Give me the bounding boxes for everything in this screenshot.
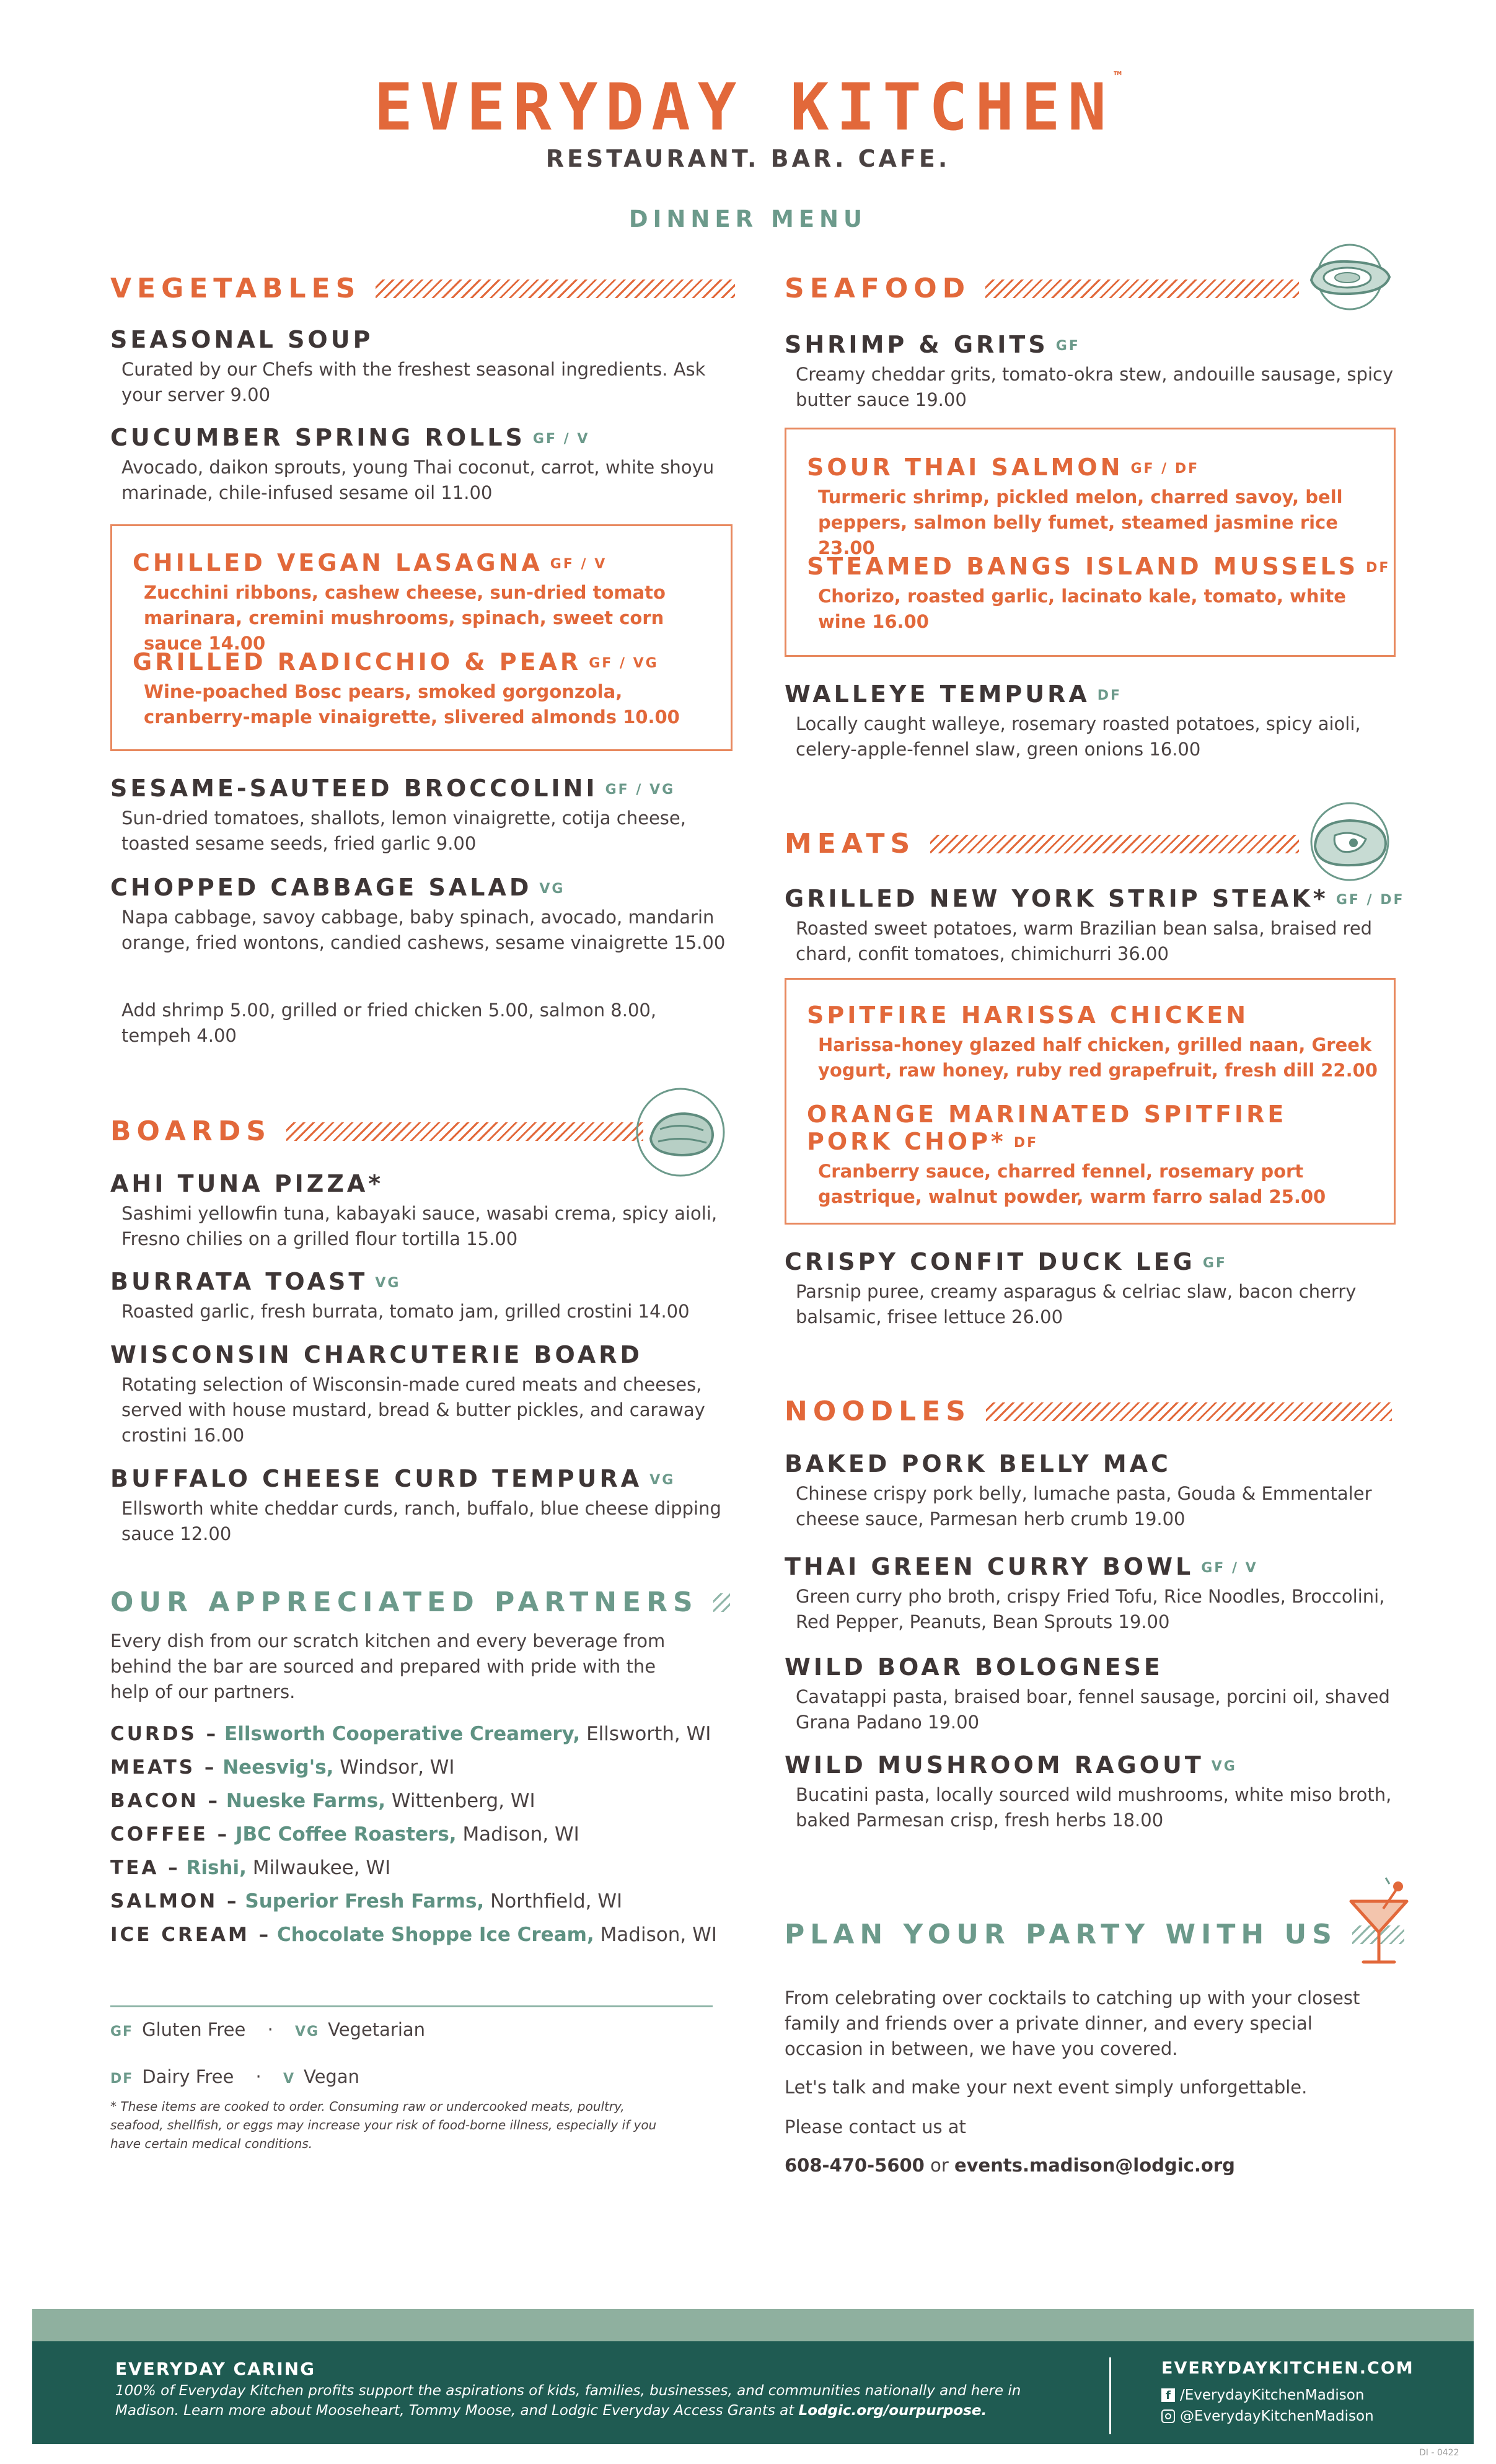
hatch-divider bbox=[986, 1402, 1392, 1421]
legend-row bbox=[110, 2019, 425, 2040]
item-description: Curated by our Chefs with the freshest seasonal ingredients. Ask your server 9.00 bbox=[121, 359, 706, 405]
menu-item bbox=[807, 1001, 1389, 1083]
item-name-row bbox=[807, 454, 1389, 481]
item-name: THAI GREEN CURRY BOWL bbox=[785, 1553, 1194, 1580]
footer-title: EVERYDAY CARING bbox=[115, 2359, 316, 2379]
partner-location: Madison, WI bbox=[600, 1924, 717, 1946]
party-or: or bbox=[930, 2155, 949, 2176]
diet-tag: DF bbox=[1013, 1135, 1039, 1151]
partner-location: Milwaukee, WI bbox=[252, 1857, 391, 1879]
item-name-row bbox=[785, 680, 1404, 708]
vegetables-heading bbox=[110, 273, 735, 304]
menu-item bbox=[807, 454, 1389, 561]
party-heading bbox=[785, 1919, 1355, 1950]
party-email[interactable]: events.madison@lodgic.org bbox=[954, 2155, 1235, 2176]
vegetables-title: VEGETABLES bbox=[110, 273, 361, 304]
partner-row bbox=[110, 1790, 535, 1812]
menu-item bbox=[785, 331, 1404, 413]
item-description: Creamy cheddar grits, tomato-okra stew, andouille sausage, spicy butter sauce 19.00 bbox=[796, 364, 1394, 410]
partner-location: Ellsworth, WI bbox=[586, 1723, 711, 1745]
partner-name: Rishi, bbox=[186, 1857, 247, 1879]
menu-item bbox=[133, 549, 728, 656]
item-name: ORANGE MARINATED SPITFIRE bbox=[807, 1101, 1287, 1128]
partner-name: Chocolate Shoppe Ice Cream, bbox=[277, 1924, 594, 1946]
diet-tag: GF bbox=[1055, 338, 1080, 354]
item-name: GRILLED NEW YORK STRIP STEAK* bbox=[785, 885, 1329, 912]
item-name: SPITFIRE HARISSA CHICKEN bbox=[807, 1001, 1249, 1029]
item-name-row bbox=[785, 1553, 1404, 1580]
item-description: Roasted sweet potatoes, warm Brazilian bean salsa, braised red chard, confit tomatoes, chimichurri 36.00 bbox=[796, 918, 1373, 964]
item-name: AHI TUNA PIZZA* bbox=[110, 1170, 384, 1197]
item-name-row bbox=[785, 331, 1404, 358]
item-description: Parsnip puree, creamy asparagus & celriac slaw, bacon cherry balsamic, frisee lettuce 26.00 bbox=[796, 1281, 1357, 1327]
partner-category: COFFEE – bbox=[110, 1823, 230, 1846]
oyster-icon bbox=[1298, 243, 1402, 311]
footer-link[interactable]: Lodgic.org/ourpurpose. bbox=[798, 2403, 987, 2419]
facebook-handle: /EverydayKitchenMadison bbox=[1180, 2387, 1365, 2403]
partner-name: Neesvig's, bbox=[222, 1756, 334, 1779]
partner-category: TEA – bbox=[110, 1857, 180, 1879]
partner-row bbox=[110, 1823, 579, 1846]
partners-heading bbox=[110, 1586, 730, 1618]
item-description: Chorizo, roasted garlic, lacinato kale, tomato, white wine 16.00 bbox=[818, 586, 1346, 632]
menu-item bbox=[110, 1268, 736, 1324]
partner-row bbox=[110, 1723, 711, 1745]
item-name: SESAME-SAUTEED BROCCOLINI bbox=[110, 775, 598, 802]
legend-code: DF bbox=[110, 2071, 134, 2087]
party-paragraph: Let's talk and make your next event simply unforgettable. bbox=[785, 2077, 1308, 2098]
legend-separator: · bbox=[255, 2066, 262, 2087]
legend-row bbox=[110, 2066, 359, 2087]
item-name-row bbox=[785, 1751, 1404, 1779]
diet-tag: VG bbox=[1211, 1759, 1237, 1774]
menu-item bbox=[807, 1101, 1389, 1210]
item-name-row bbox=[133, 648, 728, 675]
brand-logo-text: EVERYDAY KITCHEN bbox=[374, 69, 1114, 145]
item-description: Chinese crispy pork belly, lumache pasta, Gouda & Emmentaler cheese sauce, Parmesan herb crumb 19.00 bbox=[796, 1483, 1372, 1529]
item-description: Cranberry sauce, charred fennel, rosemary port gastrique, walnut powder, warm farro salad 25.00 bbox=[818, 1161, 1326, 1207]
party-contact bbox=[785, 2153, 1235, 2178]
party-title: PLAN YOUR PARTY WITH US bbox=[785, 1919, 1337, 1950]
diet-tag: VG bbox=[649, 1472, 675, 1488]
item-name: STEAMED BANGS ISLAND MUSSELS bbox=[807, 553, 1359, 580]
item-name-row bbox=[133, 549, 728, 576]
partner-name: Ellsworth Cooperative Creamery, bbox=[224, 1723, 581, 1745]
menu-item bbox=[110, 1465, 736, 1547]
item-description: Turmeric shrimp, pickled melon, charred savoy, bell peppers, salmon belly fumet, steamed jasmine rice 23.00 bbox=[818, 486, 1343, 558]
item-name: CHILLED VEGAN LASAGNA bbox=[133, 549, 543, 576]
item-name: CHOPPED CABBAGE SALAD bbox=[110, 874, 532, 901]
item-name-row bbox=[110, 775, 736, 802]
item-name-line2: PORK CHOP* bbox=[807, 1128, 1006, 1155]
item-name-row bbox=[110, 1268, 736, 1295]
hatch-divider bbox=[930, 835, 1299, 853]
diet-tag: DF bbox=[1097, 688, 1122, 703]
menu-item bbox=[110, 424, 736, 506]
diet-tag: GF / DF bbox=[1335, 892, 1405, 908]
item-name-row bbox=[807, 1128, 1389, 1155]
hatch-divider bbox=[376, 279, 735, 298]
boards-title: BOARDS bbox=[110, 1115, 271, 1147]
item-name-row bbox=[110, 874, 736, 901]
partner-category: BACON – bbox=[110, 1790, 220, 1812]
menu-item bbox=[785, 1751, 1404, 1833]
diet-tag: GF / DF bbox=[1130, 461, 1200, 477]
legend-divider bbox=[110, 2005, 713, 2007]
item-description: Cavatappi pasta, braised boar, fennel sausage, porcini oil, shaved Grana Padano 19.00 bbox=[796, 1686, 1390, 1733]
item-name: WISCONSIN CHARCUTERIE BOARD bbox=[110, 1341, 643, 1368]
diet-tag: GF / VG bbox=[605, 782, 675, 798]
party-paragraph: Please contact us at bbox=[785, 2116, 966, 2137]
item-name: SEASONAL SOUP bbox=[110, 326, 374, 353]
item-name: CRISPY CONFIT DUCK LEG bbox=[785, 1248, 1195, 1275]
legend-label: Gluten Free bbox=[142, 2019, 246, 2040]
item-description: Green curry pho broth, crispy Fried Tofu, Rice Noodles, Broccolini, Red Pepper, Peanuts, Bean Sprouts 19.00 bbox=[796, 1586, 1385, 1632]
legend-code: V bbox=[283, 2071, 295, 2087]
seafood-title: SEAFOOD bbox=[785, 273, 971, 304]
diet-tag: VG bbox=[539, 881, 565, 897]
partner-category: MEATS – bbox=[110, 1756, 217, 1779]
partner-name: Superior Fresh Farms, bbox=[245, 1890, 485, 1912]
facebook-icon: f bbox=[1161, 2388, 1175, 2402]
menu-item bbox=[807, 553, 1389, 635]
item-description: Sun-dried tomatoes, shallots, lemon vinaigrette, cotija cheese, toasted sesame seeds, fried garlic 9.00 bbox=[121, 807, 686, 854]
footer-band bbox=[32, 2309, 1474, 2341]
item-description: Zucchini ribbons, cashew cheese, sun-dried tomato marinara, cremini mushrooms, spinach, sweet corn sauce 14.00 bbox=[144, 582, 666, 654]
bread-board-icon bbox=[626, 1086, 735, 1179]
item-description: Ellsworth white cheddar curds, ranch, buffalo, blue cheese dipping sauce 12.00 bbox=[121, 1498, 721, 1544]
diet-tag: DF bbox=[1366, 560, 1391, 576]
partner-row bbox=[110, 1857, 390, 1879]
menu-item bbox=[785, 680, 1404, 762]
partner-row bbox=[110, 1756, 455, 1779]
boards-heading bbox=[110, 1115, 643, 1147]
item-description: Locally caught walleye, rosemary roasted potatoes, spicy aioli, celery-apple-fennel slaw, green onions 16.00 bbox=[796, 713, 1361, 760]
meats-title: MEATS bbox=[785, 828, 916, 860]
item-name: GRILLED RADICCHIO & PEAR bbox=[133, 648, 582, 675]
item-description: Rotating selection of Wisconsin-made cured meats and cheeses, served with house mustard, bread & butter pickles, and caraway crostini 16.00 bbox=[121, 1374, 705, 1446]
item-name: WALLEYE TEMPURA bbox=[785, 680, 1090, 708]
item-name: SOUR THAI SALMON bbox=[807, 454, 1124, 481]
instagram-icon bbox=[1161, 2409, 1175, 2423]
item-name-row bbox=[785, 885, 1404, 912]
item-name: BURRATA TOAST bbox=[110, 1268, 368, 1295]
trademark: ™ bbox=[1114, 69, 1122, 85]
legend-separator: · bbox=[267, 2019, 273, 2040]
menu-item bbox=[110, 874, 736, 956]
partners-intro: Every dish from our scratch kitchen and every beverage from behind the bar are sourced and prepared with pride with the help of our partners. bbox=[110, 1630, 666, 1702]
footer bbox=[32, 2341, 1474, 2444]
partner-category: SALMON – bbox=[110, 1890, 239, 1912]
partner-location: Northfield, WI bbox=[490, 1890, 623, 1912]
partner-category: CURDS – bbox=[110, 1723, 219, 1745]
diet-tag: GF / V bbox=[1201, 1560, 1258, 1576]
menu-item bbox=[110, 326, 736, 408]
tagline: RESTAURANT. BAR. CAFE. bbox=[545, 145, 951, 172]
diet-tag: GF / V bbox=[550, 557, 607, 572]
item-description: Sashimi yellowfin tuna, kabayaki sauce, wasabi crema, spicy aioli, Fresno chilies on a grilled flour tortilla 15.00 bbox=[121, 1203, 718, 1249]
seafood-heading bbox=[785, 273, 1299, 304]
legend-label: Vegan bbox=[304, 2066, 359, 2087]
diet-tag: VG bbox=[375, 1275, 401, 1291]
instagram-handle: @EverydayKitchenMadison bbox=[1180, 2408, 1374, 2424]
partner-name: JBC Coffee Roasters, bbox=[235, 1823, 457, 1846]
menu-item bbox=[785, 1553, 1404, 1635]
menu-title: DINNER MENU bbox=[628, 206, 868, 232]
footer-instagram[interactable] bbox=[1161, 2408, 1374, 2424]
menu-item bbox=[110, 1341, 736, 1448]
item-description: Napa cabbage, savoy cabbage, baby spinach, avocado, mandarin orange, fried wontons, candied cashews, sesame vinaigrette 15.00 bbox=[121, 907, 726, 953]
diet-tag: GF / VG bbox=[589, 656, 659, 671]
partner-row bbox=[110, 1924, 717, 1946]
diet-tag: GF bbox=[1202, 1256, 1227, 1271]
item-name-row bbox=[807, 553, 1389, 580]
item-name: SHRIMP & GRITS bbox=[785, 331, 1049, 358]
footer-website[interactable]: EVERYDAYKITCHEN.COM bbox=[1161, 2359, 1414, 2378]
partner-name: Nueske Farms, bbox=[226, 1790, 386, 1812]
menu-item bbox=[785, 885, 1404, 967]
menu-item bbox=[785, 1653, 1404, 1735]
item-name-row bbox=[110, 1465, 736, 1492]
item-name: BAKED PORK BELLY MAC bbox=[785, 1450, 1171, 1477]
partner-location: Wittenberg, WI bbox=[391, 1790, 535, 1812]
item-description: Bucatini pasta, locally sourced wild mushrooms, white miso broth, baked Parmesan crisp, fresh herbs 18.00 bbox=[796, 1784, 1392, 1831]
menu-item bbox=[110, 1170, 736, 1252]
partners-title: OUR APPRECIATED PARTNERS bbox=[110, 1586, 698, 1618]
addons-note: Add shrimp 5.00, grilled or fried chicken 5.00, salmon 8.00, tempeh 4.00 bbox=[121, 1000, 657, 1046]
hatch-divider bbox=[713, 1593, 730, 1612]
footer-facebook[interactable] bbox=[1161, 2387, 1364, 2403]
steak-icon bbox=[1298, 798, 1402, 885]
raw-food-footnote: * These items are cooked to order. Consuming raw or undercooked meats, poultry, seafood, shellfish, or eggs may increase your risk of food-borne illness, especially if you have certain medical conditions. bbox=[110, 2099, 657, 2151]
partner-location: Windsor, WI bbox=[340, 1756, 455, 1779]
item-name: WILD MUSHROOM RAGOUT bbox=[785, 1751, 1204, 1779]
footer-body: 100% of Everyday Kitchen profits support the aspirations of kids, families, businesses, and communities nationally and here in Madison. Learn more about Mooseheart, Tommy Moose, and Lodgic Everyday Access Grants at bbox=[115, 2383, 1021, 2419]
item-name: BUFFALO CHEESE CURD TEMPURA bbox=[110, 1465, 643, 1492]
brand-logo bbox=[0, 69, 1496, 145]
menu-item bbox=[110, 775, 736, 856]
diet-tag: GF / V bbox=[532, 431, 590, 447]
noodles-title: NOODLES bbox=[785, 1396, 971, 1427]
partner-category: ICE CREAM – bbox=[110, 1924, 271, 1946]
document-code: DI - 0422 bbox=[1419, 2448, 1459, 2458]
partner-row bbox=[110, 1890, 622, 1912]
partner-location: Madison, WI bbox=[462, 1823, 579, 1846]
menu-item bbox=[133, 648, 728, 730]
item-name: CUCUMBER SPRING ROLLS bbox=[110, 424, 526, 451]
footer-text bbox=[115, 2381, 1057, 2421]
item-name-row bbox=[785, 1248, 1404, 1275]
martini-icon bbox=[1345, 1877, 1413, 1969]
legend-code: GF bbox=[110, 2024, 134, 2039]
item-description: Roasted garlic, fresh burrata, tomato jam, grilled crostini 14.00 bbox=[121, 1301, 690, 1322]
menu-item bbox=[785, 1450, 1404, 1532]
legend-label: Vegetarian bbox=[328, 2019, 426, 2040]
item-description: Avocado, daikon sprouts, young Thai coconut, carrot, white shoyu marinade, chile-infused sesame oil 11.00 bbox=[121, 457, 715, 503]
legend-label: Dairy Free bbox=[142, 2066, 234, 2087]
noodles-heading bbox=[785, 1396, 1392, 1427]
party-phone[interactable]: 608-470-5600 bbox=[785, 2155, 925, 2176]
item-description: Wine-poached Bosc pears, smoked gorgonzola, cranberry-maple vinaigrette, slivered almonds 10.00 bbox=[144, 681, 680, 728]
item-description: Harissa-honey glazed half chicken, grilled naan, Greek yogurt, raw honey, ruby red grapefruit, fresh dill 22.00 bbox=[818, 1034, 1378, 1081]
hatch-divider bbox=[985, 279, 1299, 298]
footer-divider bbox=[1109, 2357, 1111, 2434]
item-name: WILD BOAR BOLOGNESE bbox=[785, 1653, 1163, 1681]
hatch-divider bbox=[286, 1122, 643, 1141]
meats-heading bbox=[785, 828, 1299, 860]
party-paragraph: From celebrating over cocktails to catching up with your closest family and friends over a private dinner, and every special occasion in between, we have you covered. bbox=[785, 1987, 1360, 2059]
legend-code: VG bbox=[295, 2024, 320, 2039]
menu-item bbox=[785, 1248, 1404, 1330]
item-name-row bbox=[110, 424, 736, 451]
